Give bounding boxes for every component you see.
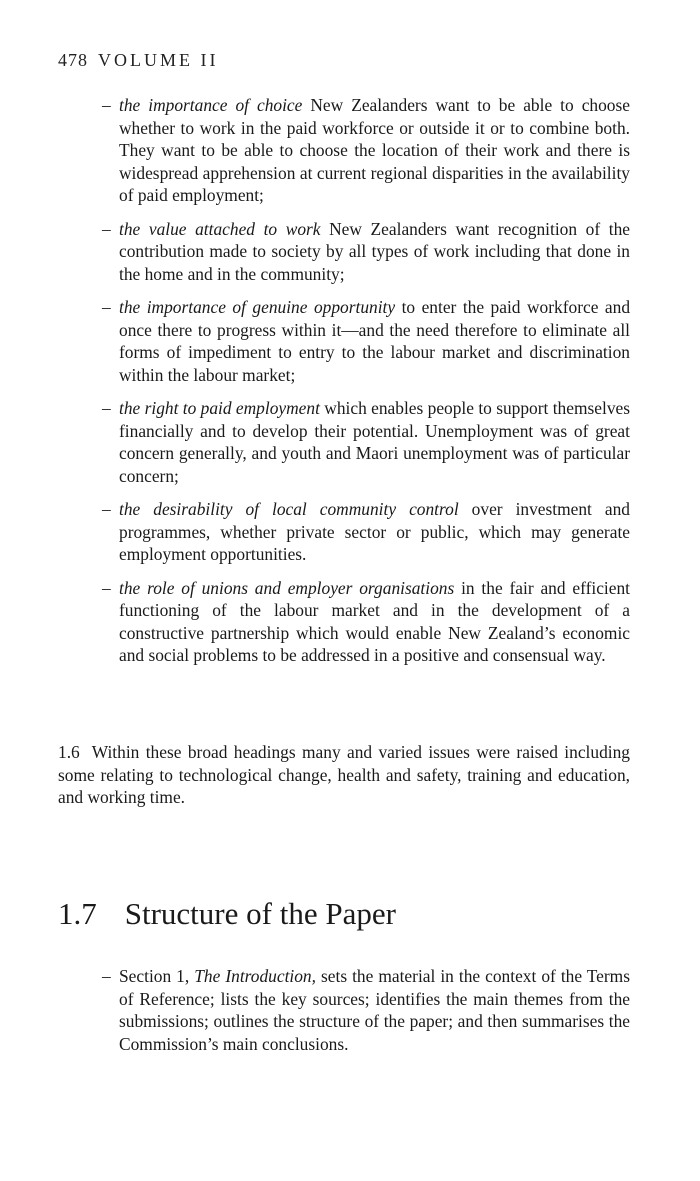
dash-marker: – [102,499,111,519]
dash-marker: – [102,966,111,986]
dash-marker: – [102,398,111,418]
paragraph-1-6 [58,741,630,809]
item-title: The Introduction, [194,966,316,986]
item-text: in the fair and efficient functioning of the labour market and in the development of a constructive partnership which would enable New Zealand’s economic and social problems to be addressed in a positive and consensual way. [119,577,630,665]
item-lead: the value attached to work [119,218,321,239]
item-text: which enables people to support themselves financially and to develop their potential. Unemployment was of great concern generally, and youth and Maori unemployment was of particular concern; [119,398,630,486]
item-lead: the right to paid employment [119,398,320,418]
item-lead: the role of unions and employer organisations [119,577,455,598]
paragraph-text: Within these broad headings many and varied issues were raised including some relating to technological change, health and safety, training and education, and working time. [58,742,630,807]
section-heading [58,896,396,932]
item-prefix: Section 1, [119,966,195,986]
item-lead: the importance of genuine opportunity [119,297,396,317]
themes-list [102,94,630,678]
volume-label: VOLUME II [98,50,219,70]
running-head [58,50,218,71]
item-text: New Zealanders want to be able to choose whether to work in the paid workforce or outside it or to combine both. They want to be able to choose the location of their work and there is widespread apprehension at current regional disparities in the availability of paid employment; [119,95,630,205]
paragraph-number: 1.6 [58,742,80,762]
item-text: New Zealanders want recognition of the contribution made to society by all types of work including that done in the home and in the community; [119,218,630,284]
section-number: 1.7 [58,896,97,931]
item-text: sets the material in the context of the Terms of Reference; lists the key sources; identifies the main themes from the submissions; outlines the structure of the paper; and then summarises the Commission’s main conclusions. [119,966,630,1054]
dash-marker: – [102,297,111,317]
page-number: 478 [58,50,88,70]
section-title: Structure of the Paper [124,896,396,931]
list-item [102,577,630,667]
list-item [102,296,630,386]
structure-list [102,965,630,1055]
list-item [102,94,630,207]
dash-marker: – [102,218,111,239]
list-item [102,397,630,487]
item-lead: the importance of choice [119,95,303,115]
item-lead: the desirability of local community control [119,499,459,519]
item-text: over investment and programmes, whether private sector or public, which may generate employment opportunities. [119,499,630,564]
dash-marker: – [102,95,111,115]
list-item [102,218,630,286]
list-item [102,965,630,1055]
item-text: to enter the paid workforce and once there to progress within it—and the need therefore to eliminate all forms of impediment to entry to the labour market and discrimination within the labour market; [119,297,631,385]
list-item [102,498,630,566]
dash-marker: – [102,577,111,598]
